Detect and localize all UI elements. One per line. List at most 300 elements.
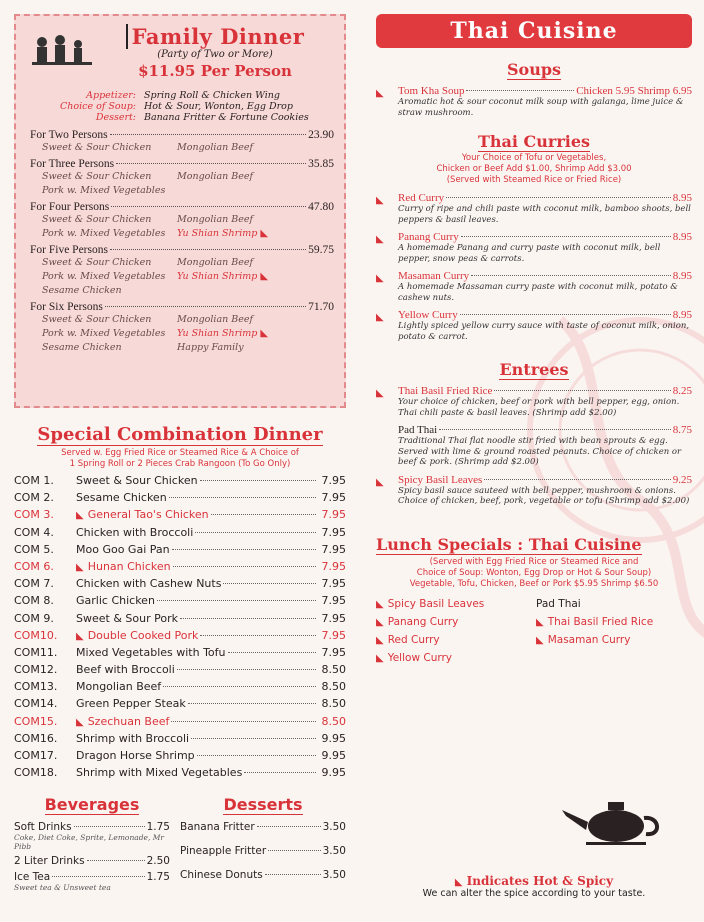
combo-item — [14, 577, 346, 594]
desserts-title: Desserts — [223, 795, 303, 815]
combo-name: Double Cooked Pork — [87, 628, 199, 642]
family-group-label: For Two Persons — [30, 129, 108, 141]
combo-name: Shrimp with Broccoli — [76, 731, 190, 745]
family-item: Sesame Chicken — [42, 285, 122, 296]
lunch-item — [536, 598, 692, 610]
combo-price: 9.95 — [321, 766, 346, 780]
combo-code: COM17. — [14, 749, 58, 762]
combo-name: Dragon Horse Shrimp — [76, 749, 195, 762]
combo-code: COM 3. — [14, 508, 54, 522]
lunch-item — [376, 634, 536, 646]
family-group-label: For Six Persons — [30, 301, 103, 313]
combo-subtitle — [14, 448, 346, 470]
dot-leader — [484, 479, 670, 480]
family-item: Mongolian Beef — [177, 314, 253, 325]
menu-item-line — [398, 85, 692, 97]
dot-leader — [163, 686, 316, 687]
footer — [376, 874, 692, 899]
beverage-note: Coke, Diet Coke, Sprite, Lemonade, Mr Pibb — [14, 833, 165, 852]
curries-title: Thai Curries — [477, 132, 591, 151]
lunch-item — [376, 616, 536, 628]
combo-code: COM18. — [14, 766, 58, 780]
family-group — [30, 201, 334, 241]
combo-title: Special Combination Dinner — [37, 424, 323, 445]
menu-item-name: Spicy Basil Leaves — [398, 473, 483, 486]
menu-item-body — [398, 424, 692, 468]
dot-leader — [157, 600, 316, 601]
menu-item-price: 8.95 — [672, 192, 692, 204]
dot-leader — [200, 480, 316, 481]
dot-leader — [111, 206, 306, 207]
combo-item — [14, 680, 346, 697]
menu-item-name: Yellow Curry — [398, 309, 458, 321]
combo-name: Sesame Chicken — [76, 491, 167, 505]
family-group-label: For Four Persons — [30, 201, 110, 213]
dot-leader — [439, 429, 671, 430]
curries-note-line: Chicken or Beef Add $1.00, Shrimp Add $3.00 — [436, 164, 632, 174]
family-group-price: 23.90 — [308, 129, 334, 141]
chili-pepper-icon: ◣ — [260, 271, 269, 282]
teapot-icon — [556, 792, 676, 848]
spice-note: We can alter the spice according to your taste. — [422, 888, 646, 899]
beverages-title: Beverages — [44, 795, 140, 815]
combo-name: Chicken with Broccoli — [76, 525, 194, 539]
combo-code: COM15. — [14, 714, 58, 728]
family-group-price: 35.85 — [308, 158, 334, 170]
family-item — [177, 284, 334, 298]
detail-value: Hot & Sour, Wonton, Egg Drop — [144, 101, 293, 112]
menu-item-desc: Lightly spiced yellow curry sauce with taste of coconut milk, onion, potato & carrot. — [398, 321, 690, 342]
menu-item-line — [398, 309, 692, 321]
combo-list — [14, 474, 346, 783]
lunch-item — [536, 616, 692, 628]
combo-code: COM13. — [14, 680, 58, 694]
menu-item-name: Red Curry — [398, 192, 445, 204]
menu-item-body — [398, 192, 692, 225]
menu-item-name: Panang Curry — [398, 231, 459, 243]
detail-value: Banana Fritter & Fortune Cookies — [144, 112, 309, 123]
combo-name: Moo Goo Gai Pan — [76, 542, 170, 556]
dot-leader — [265, 874, 321, 875]
chili-pepper-icon: ◣ — [376, 616, 384, 628]
entrees-title: Entrees — [499, 360, 569, 379]
dot-leader — [197, 755, 316, 756]
menu-item-desc: Aromatic hot & sour coconut milk soup with galanga, lime juice & straw mushroom. — [398, 97, 684, 118]
dot-leader — [200, 635, 316, 636]
dot-leader — [257, 826, 321, 827]
family-group-price: 71.70 — [308, 301, 334, 313]
menu-item-price: Chicken 5.95 Shrimp 6.95 — [576, 85, 692, 97]
combo-code: COM11. — [14, 645, 58, 659]
combo-item — [14, 663, 346, 680]
menu-item-body — [398, 474, 692, 507]
lunch-specials-title: Lunch Specials : Thai Cuisine — [376, 534, 642, 554]
family-group-label: For Three Persons — [30, 158, 115, 170]
dessert-item — [180, 869, 346, 881]
combo-name: Beef with Broccoli — [76, 663, 175, 677]
combo-price: 7.95 — [321, 542, 346, 556]
combo-item — [14, 560, 346, 577]
combo-code: COM14. — [14, 697, 58, 711]
dot-leader — [171, 721, 316, 722]
combo-code: COM10. — [14, 628, 58, 642]
family-item: Pork w. Mixed Vegetables — [42, 328, 166, 339]
combo-price: 7.95 — [321, 474, 346, 487]
menu-item-price: 8.95 — [672, 270, 692, 282]
dot-leader — [188, 703, 316, 704]
lunch-item — [376, 598, 536, 610]
combo-code: COM16. — [14, 731, 58, 745]
family-group — [30, 158, 334, 198]
soups-title: Soups — [506, 60, 562, 79]
beverage-price: 1.75 — [146, 821, 170, 834]
dot-leader — [191, 738, 316, 739]
curries-note — [376, 153, 692, 186]
chili-pepper-icon: ◣ — [536, 616, 544, 628]
lunch-sub-line: Vegetable, Tofu, Chicken, Beef or Pork $5.95 Shrimp $6.50 — [409, 578, 659, 589]
beverage-price: 2.50 — [146, 855, 170, 868]
combo-name: Garlic Chicken — [76, 594, 155, 608]
dessert-price: 3.50 — [322, 821, 346, 834]
chili-pepper-icon: ◣ — [376, 388, 384, 399]
chili-pepper-icon: ◣ — [376, 273, 384, 284]
beverage-note: Sweet tea & Unsweet tea — [14, 883, 111, 893]
menu-item — [376, 309, 692, 342]
menu-item-line — [398, 474, 692, 486]
family-group-price: 59.75 — [308, 244, 334, 256]
family-item: Sweet & Sour Chicken — [42, 257, 152, 268]
dot-leader — [228, 652, 317, 653]
combo-item — [14, 732, 346, 749]
dot-leader — [116, 163, 306, 164]
menu-item-desc: Your choice of chicken, beef or pork with bell pepper, egg, onion. Thai chili paste & basil leaves. (Shrimp add $2.00) — [398, 397, 680, 418]
dessert-name: Chinese Donuts — [180, 869, 263, 882]
menu-item-desc: Traditional Thai flat noodle stir fried with bean sprouts & egg. Served with lime & ground roasted peanuts. Choice of chicken or beef & pork. (Shrimp add $2.00) — [398, 436, 682, 467]
family-group-row — [30, 244, 334, 256]
dot-leader — [110, 249, 306, 250]
family-dinner-title: Family Dinner — [126, 24, 305, 49]
lunch-item-name: Masaman Curry — [547, 633, 631, 646]
menu-item-desc: Curry of ripe and chili paste with coconut milk, bamboo shoots, bell peppers & basil leaves. — [398, 204, 691, 225]
dot-leader — [169, 497, 316, 498]
family-groups — [30, 129, 334, 355]
dot-leader — [223, 583, 316, 584]
combo-item — [14, 526, 346, 543]
family-item — [177, 184, 334, 198]
chili-pepper-icon: ◣ — [536, 634, 544, 646]
chili-pepper-icon: ◣ — [260, 328, 269, 339]
dot-leader — [466, 90, 574, 91]
chili-pepper-icon: ◣ — [76, 561, 84, 573]
combo-name: Mongolian Beef — [76, 680, 162, 694]
family-item: Mongolian Beef — [177, 171, 253, 182]
combo-code: COM 4. — [14, 525, 54, 539]
family-group-row — [30, 301, 334, 313]
chili-pepper-icon: ◣ — [376, 652, 384, 664]
dessert-item — [180, 821, 346, 833]
lunch-item — [536, 634, 692, 646]
combo-item — [14, 766, 346, 783]
thai-cuisine-banner: Thai Cuisine — [376, 14, 692, 48]
menu-item — [376, 192, 692, 225]
lunch-item — [376, 652, 536, 664]
dot-leader — [110, 134, 307, 135]
chili-pepper-icon: ◣ — [376, 234, 384, 245]
combo-item — [14, 508, 346, 525]
menu-item-name: Pad Thai — [398, 424, 438, 436]
family-item: Sweet & Sour Chicken — [42, 314, 152, 325]
dot-leader — [173, 566, 316, 567]
lunch-item-name: Thai Basil Fried Rice — [547, 615, 654, 628]
dessert-name: Banana Fritter — [180, 821, 255, 834]
dessert-name: Pineapple Fritter — [180, 845, 267, 858]
chili-pepper-icon: ◣ — [76, 510, 84, 522]
chili-pepper-icon: ◣ — [454, 877, 463, 888]
menu-item-name: Masaman Curry — [398, 270, 470, 282]
family-group-row — [30, 129, 334, 141]
detail-key: Appetizer: — [86, 90, 136, 101]
chili-pepper-icon: ◣ — [376, 88, 384, 99]
family-group-price: 47.80 — [308, 201, 334, 213]
combo-price: 9.95 — [321, 749, 346, 762]
chili-pepper-icon: ◣ — [376, 634, 384, 646]
family-group-items — [30, 213, 334, 241]
combo-name: Mixed Vegetables with Tofu — [76, 645, 226, 659]
family-details — [34, 90, 334, 123]
menu-item-desc: A homemade Massaman curry paste with coconut milk, potato & cashew nuts. — [398, 282, 678, 303]
dot-leader — [244, 772, 316, 773]
beverage-item — [14, 855, 170, 867]
combo-item — [14, 491, 346, 508]
family-group-items — [30, 256, 334, 298]
combo-name: Sweet & Sour Pork — [76, 611, 178, 625]
lunch-specials-subtitle — [376, 557, 692, 590]
menu-item — [376, 424, 692, 468]
lunch-item-name: Spicy Basil Leaves — [387, 597, 485, 610]
menu-item-body — [398, 385, 692, 418]
combo-price: 8.50 — [321, 697, 346, 711]
dot-leader — [177, 669, 316, 670]
combo-name: Green Pepper Steak — [76, 697, 186, 711]
combo-code: COM 9. — [14, 611, 54, 625]
combo-price: 8.50 — [321, 714, 346, 728]
detail-key: Dessert: — [95, 112, 136, 123]
combo-price: 8.50 — [321, 680, 346, 694]
combo-code: COM 6. — [14, 559, 54, 573]
menu-item-line — [398, 385, 692, 397]
combo-item — [14, 697, 346, 714]
lunch-specials-list — [376, 598, 692, 664]
lunch-item-name: Red Curry — [387, 633, 440, 646]
family-group-items — [30, 141, 334, 155]
family-group — [30, 301, 334, 355]
combo-name: Szechuan Beef — [87, 714, 170, 728]
desserts-section — [170, 795, 346, 896]
combo-name: Chicken with Cashew Nuts — [76, 577, 222, 591]
family-item: Mongolian Beef — [177, 214, 253, 225]
menu-item-price: 9.25 — [672, 473, 692, 486]
dot-leader — [74, 826, 145, 827]
family-item: Yu Shian Shrimp ◣ — [177, 228, 269, 239]
menu-item-body — [398, 309, 692, 342]
family-group-row — [30, 201, 334, 213]
combo-price: 7.95 — [321, 491, 346, 505]
menu-item — [376, 270, 692, 303]
menu-item-line — [398, 270, 692, 282]
family-item: Sesame Chicken — [42, 342, 122, 353]
menu-item — [376, 231, 692, 264]
family-dinner-box — [14, 14, 346, 408]
chili-pepper-icon: ◣ — [376, 598, 384, 610]
dot-leader — [471, 275, 671, 276]
lunch-sub-line: Choice of Soup: Wonton, Egg Drop or Hot & Sour Soup) — [416, 567, 652, 578]
lunch-sub-line: (Served with Egg Fried Rice or Steamed Rice and — [429, 556, 639, 567]
dot-leader — [195, 532, 316, 533]
menu-item-line — [398, 192, 692, 204]
family-item: Sweet & Sour Chicken — [42, 171, 152, 182]
combo-price: 7.95 — [321, 559, 346, 573]
family-item: Pork w. Mixed Vegetables — [42, 185, 166, 196]
chili-pepper-icon: ◣ — [260, 228, 269, 239]
menu-item — [376, 85, 692, 118]
combo-price: 7.95 — [321, 525, 346, 539]
combo-code: COM12. — [14, 663, 58, 677]
dot-leader — [494, 390, 670, 391]
family-group — [30, 129, 334, 155]
menu-item-desc: Spicy basil sauce sauteed with bell pepper, mushroom & onions. Choice of chicken, beef, pork, vegetable or tofu (Shrimp add $2.00) — [398, 485, 690, 506]
combo-price: 7.95 — [321, 611, 346, 625]
combo-item — [14, 629, 346, 646]
combo-code: COM 2. — [14, 491, 54, 505]
chili-pepper-icon: ◣ — [76, 630, 84, 642]
combo-name: Hunan Chicken — [87, 559, 171, 573]
dot-leader — [172, 549, 316, 550]
family-item: Sweet & Sour Chicken — [42, 142, 152, 153]
dot-leader — [461, 236, 671, 237]
combo-item — [14, 612, 346, 629]
dot-leader — [446, 197, 671, 198]
family-group-items — [30, 170, 334, 198]
chili-pepper-icon: ◣ — [376, 312, 384, 323]
menu-item-line — [398, 424, 692, 436]
menu-item-body — [398, 85, 692, 118]
menu-item-price: 8.95 — [672, 231, 692, 243]
chili-pepper-icon: ◣ — [376, 195, 384, 206]
menu-item-price: 8.75 — [672, 424, 692, 436]
beverage-name: Soft Drinks — [14, 821, 72, 834]
family-item: Mongolian Beef — [177, 257, 253, 268]
family-group-label: For Five Persons — [30, 244, 108, 256]
combo-price: 7.95 — [321, 594, 346, 608]
combo-code: COM 5. — [14, 542, 54, 556]
combo-price: 7.95 — [321, 628, 346, 642]
menu-item-line — [398, 231, 692, 243]
family-item: Pork w. Mixed Vegetables — [42, 228, 166, 239]
menu-item-body — [398, 231, 692, 264]
lunch-item-name: Panang Curry — [387, 615, 459, 628]
menu-item-name: Tom Kha Soup — [398, 85, 465, 97]
menu-item-name: Thai Basil Fried Rice — [398, 385, 493, 397]
combo-item — [14, 749, 346, 766]
curries-note-line: Your Choice of Tofu or Vegetables, — [461, 153, 607, 163]
beverage-name: Ice Tea — [14, 871, 51, 884]
lunch-item-name: Yellow Curry — [387, 651, 453, 664]
menu-item-price: 8.95 — [672, 309, 692, 321]
family-item: Happy Family — [177, 342, 244, 353]
menu-item-body — [398, 270, 692, 303]
menu-item-desc: A homemade Panang and curry paste with coconut milk, bell pepper, snow peas & carrots. — [398, 243, 661, 264]
dot-leader — [87, 860, 145, 861]
combo-price: 7.95 — [321, 577, 346, 591]
combo-item — [14, 715, 346, 732]
combo-code: COM 8. — [14, 594, 54, 608]
combo-code: COM 1. — [14, 474, 54, 487]
menu-item — [376, 474, 692, 507]
combo-name: Shrimp with Mixed Vegetables — [76, 766, 243, 780]
family-dinner-price: $11.95 Per Person — [138, 62, 292, 80]
dot-leader — [211, 514, 316, 515]
combo-price: 9.95 — [321, 731, 346, 745]
combo-item — [14, 543, 346, 560]
beverage-price: 1.75 — [146, 871, 170, 884]
family-item: Pork w. Mixed Vegetables — [42, 271, 166, 282]
detail-value: Spring Roll & Chicken Wing — [144, 90, 280, 101]
combo-item — [14, 474, 346, 491]
lunch-item-name: Pad Thai — [536, 597, 581, 610]
combo-name: General Tao's Chicken — [87, 508, 209, 522]
family-group — [30, 244, 334, 298]
detail-key: Choice of Soup: — [60, 101, 136, 112]
combo-item — [14, 594, 346, 611]
menu-item-price: 8.25 — [672, 385, 692, 397]
curries-note-line: (Served with Steamed Rice or Fried Rice) — [446, 175, 622, 185]
beverage-name: 2 Liter Drinks — [14, 855, 85, 868]
combo-name: Sweet & Sour Chicken — [76, 474, 198, 487]
dessert-price: 3.50 — [322, 845, 346, 858]
combo-item — [14, 646, 346, 663]
beverage-item — [14, 871, 170, 883]
dessert-price: 3.50 — [322, 869, 346, 882]
dot-leader — [52, 876, 144, 877]
menu-item — [376, 385, 692, 418]
combo-code: COM 7. — [14, 577, 54, 591]
combo-price: 7.95 — [321, 645, 346, 659]
family-item: Yu Shian Shrimp ◣ — [177, 271, 269, 282]
chili-pepper-icon: ◣ — [376, 476, 384, 488]
chili-pepper-icon: ◣ — [76, 716, 84, 728]
family-group-row — [30, 158, 334, 170]
family-group-items — [30, 313, 334, 355]
dot-leader — [105, 306, 306, 307]
family-item: Mongolian Beef — [177, 142, 253, 153]
family-dinner-subtitle: (Party of Two or More) — [157, 49, 273, 60]
dessert-item — [180, 845, 346, 857]
family-item: Sweet & Sour Chicken — [42, 214, 152, 225]
family-item: Yu Shian Shrimp ◣ — [177, 328, 269, 339]
combo-price: 7.95 — [321, 508, 346, 522]
hot-spicy-legend: Indicates Hot & Spicy — [466, 874, 614, 888]
beverage-item — [14, 821, 170, 833]
dot-leader — [460, 314, 671, 315]
combo-price: 8.50 — [321, 663, 346, 677]
family-illustration-icon — [30, 30, 96, 70]
combo-sub-line: Served w. Egg Fried Rice or Steamed Rice & A Choice of — [61, 448, 299, 458]
dot-leader — [180, 618, 316, 619]
chili-pepper-icon — [376, 424, 398, 468]
beverages-section — [14, 795, 170, 896]
dot-leader — [268, 850, 320, 851]
combo-sub-line: 1 Spring Roll or 2 Pieces Crab Rangoon (To Go Only) — [69, 459, 291, 469]
